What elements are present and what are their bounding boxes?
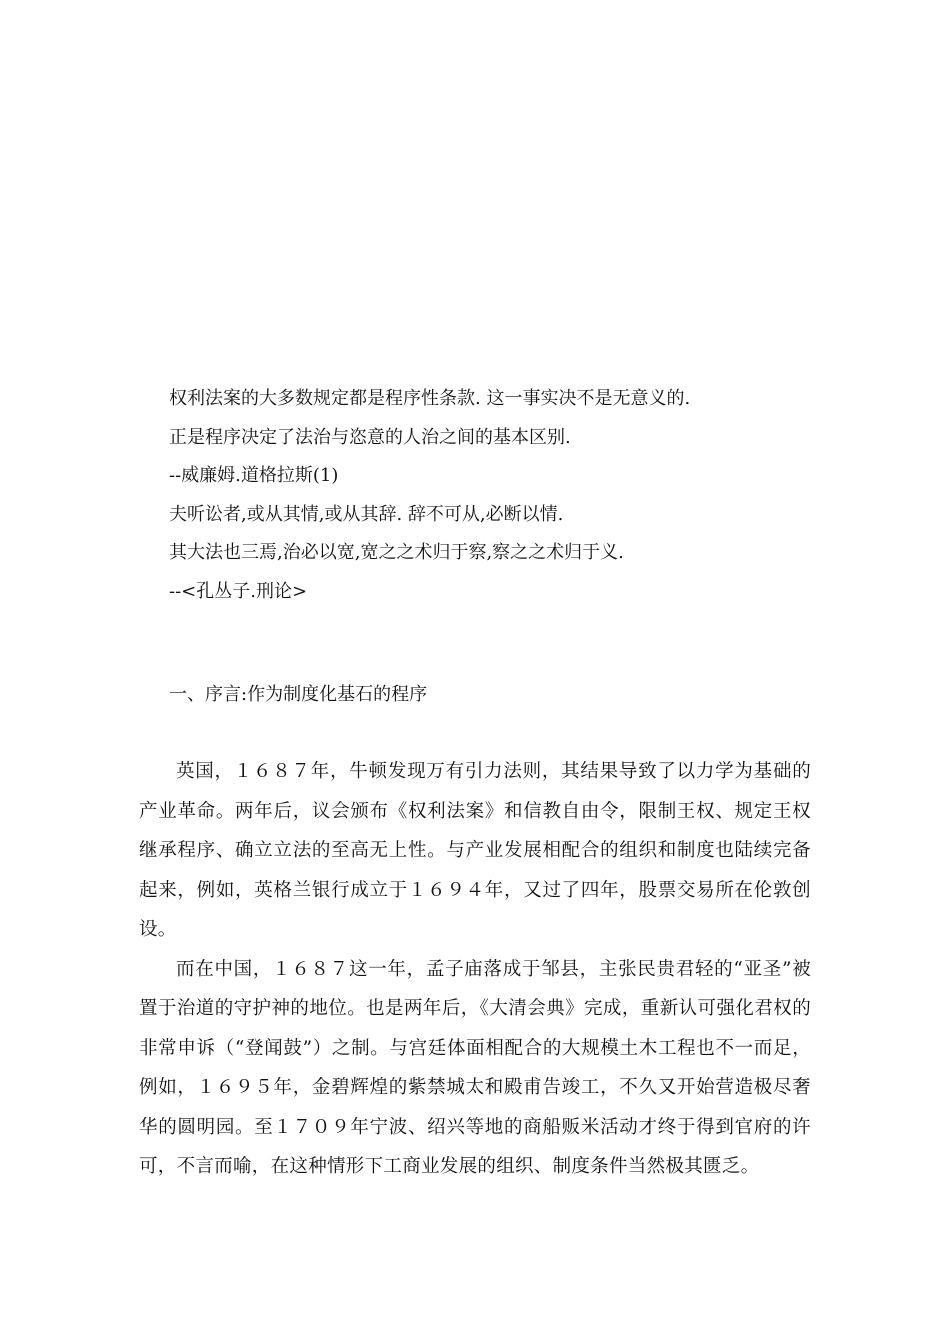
paragraph: 英国，１６８７年，牛顿发现万有引力法则，其结果导致了以力学为基础的产业革命。两年后，议会颁布《权利法案》和信教自由令，限制王权、规定王权继承程序、确立立法的至高无上性。与产业发展相配合的组织和制度也陆续完备起来，例如，英格兰银行成立于１６９４年，又过了四年，股票交易所在伦敦创设。 <box>139 761 811 940</box>
epigraph-line: 其大法也三焉,治必以宽,宽之之术归于察,察之之术归于义. <box>169 542 624 563</box>
epigraph-line: 夫听讼者,或从其情,或从其辞. 辞不可从,必断以情. <box>169 503 564 525</box>
epigraph-line: 权利法案的大多数规定都是程序性条款. 这一事实决不是无意义的. <box>169 388 691 409</box>
epigraph <box>169 380 829 611</box>
paragraph: 而在中国，１６８７这一年，孟子庙落成于邹县，主张民贵君轻的“亚圣”被置于治道的守护神的地位。也是两年后，《大清会典》完成，重新认可强化君权的非常申诉（“登闻鼓”）之制。与宫廷体面相配合的大规模土木工程也不一而足，例如，１６９５年，金碧辉煌的紫禁城太和殿甫告竣工，不久又开始营造极尽奢华的圆明园。至１７０９年宁波、绍兴等地的商船贩米活动才终于得到官府的许可，不言而喻，在这种情形下工商业发展的组织、制度条件当然极其匮乏。 <box>139 958 811 1177</box>
epigraph-attribution: --威廉姆.道格拉斯(1) <box>169 465 339 486</box>
epigraph-line: 正是程序决定了法治与恣意的人治之间的基本区别. <box>169 426 571 448</box>
section-heading: 一、序言:作为制度化基石的程序 <box>169 684 428 705</box>
body-text <box>139 752 811 1187</box>
epigraph-attribution: --<孔丛子.刑论> <box>169 580 308 602</box>
